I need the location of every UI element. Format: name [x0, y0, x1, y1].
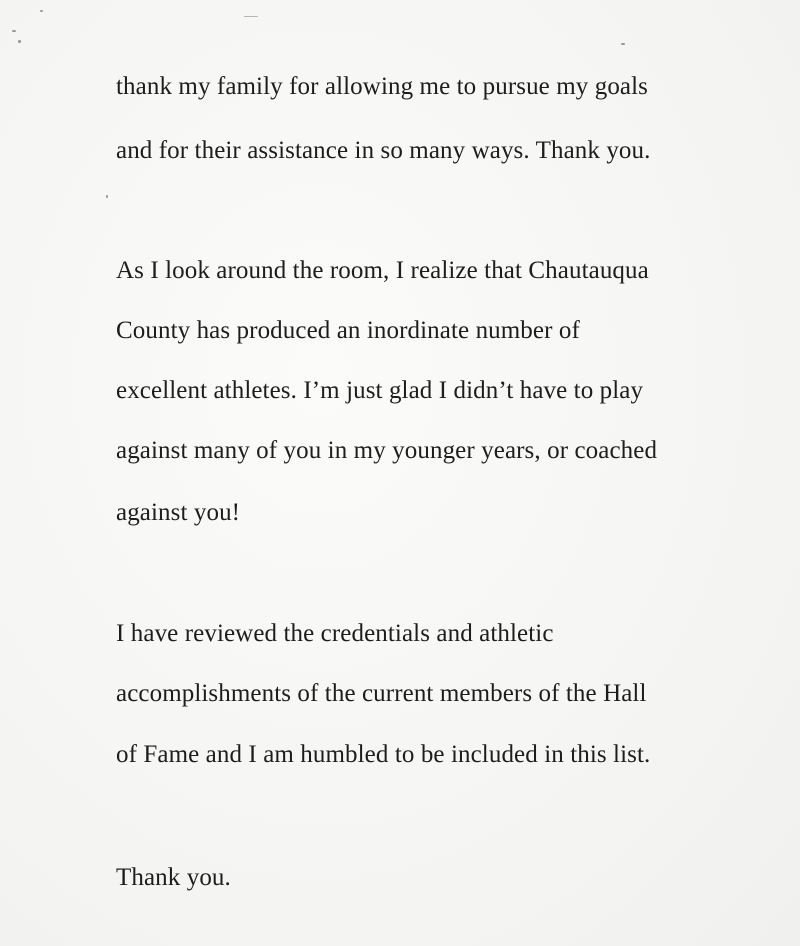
- body-text-line: and for their assistance in so many ways. Thank you.: [116, 137, 651, 164]
- scan-speck: [106, 195, 108, 198]
- body-text-line: of Fame and I am humbled to be included in this list.: [116, 741, 651, 768]
- body-text-line: against you!: [116, 499, 241, 526]
- body-text-line: thank my family for allowing me to pursue my goals: [116, 73, 648, 100]
- scan-speck: [40, 10, 43, 12]
- scan-speck: [621, 43, 625, 45]
- body-text-line: accomplishments of the current members of the Hall: [116, 680, 647, 707]
- body-text-line: excellent athletes. I’m just glad I didn’t have to play: [116, 377, 644, 404]
- scan-speck: [18, 40, 21, 43]
- body-text-line: County has produced an inordinate number of: [116, 317, 580, 344]
- body-text-line: against many of you in my younger years, or coached: [116, 437, 658, 464]
- scan-speck: [12, 30, 16, 32]
- body-text-line: I have reviewed the credentials and athletic: [116, 620, 554, 647]
- body-text-line: As I look around the room, I realize that Chautauqua: [116, 257, 649, 284]
- scan-speck: [244, 16, 258, 17]
- closing-line: Thank you.: [116, 864, 231, 891]
